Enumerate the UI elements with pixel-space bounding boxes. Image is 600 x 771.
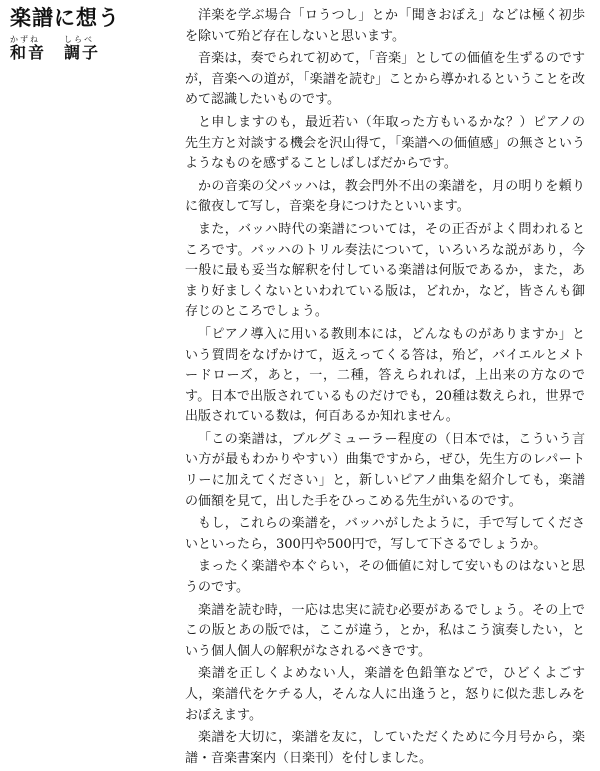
paragraph: また，バッハ時代の楽譜については，その正否がよく問われるところです。バッハのトリル奏法について，いろいろな説があり，今一般に最も妥当な解釈を付している楽譜は何版であるか，また，あまり好ましくないといわれている版は，どれか，など，皆さんも御存じのところでしょう。 bbox=[185, 221, 585, 320]
article-title: 楽譜に想う bbox=[10, 6, 120, 30]
author-family bbox=[10, 36, 46, 61]
paragraph: 楽譜を読む時，一応は忠実に読む必要があるでしょう。その上でこの版とあの版では，ここが違う，とか，私はこう演奏したい，という個人個人の解釈がなされるべきです。 bbox=[185, 602, 585, 659]
paragraph: かの音楽の父バッハは，教会門外不出の楽譜を，月の明りを頼りに徹夜して写し，音楽を身につけたといいます。 bbox=[185, 178, 585, 215]
author-given bbox=[64, 36, 100, 61]
article-body bbox=[185, 6, 585, 771]
paragraph: 楽譜を正しくよめない人，楽譜を色鉛筆などで，ひどくよごす人，楽譜代をケチる人，そんな人に出逢うと，怒りに似た悲しみをおぼえます。 bbox=[185, 666, 585, 723]
paragraph: と申しますのも，最近若い（年取った方もいるかな？）ピアノの先生方と対談する機会を沢山得て，「楽譜への価値感」の無さというようなものを感ずることしばしばだからです。 bbox=[185, 114, 585, 172]
paragraph: 「この楽譜は，ブルグミューラー程度の（日本では，こういう言い方が最もわかりやすい）曲集ですから，ぜひ，先生方のレパートリーに加えてください」と，新しいピアノ曲集を紹介しても，楽譜の価額を見て，出した手をひっこめる先生がいるのです。 bbox=[185, 431, 585, 509]
author-given-name: 調子 bbox=[64, 43, 101, 62]
author-family-ruby: かずね bbox=[10, 35, 40, 44]
paragraph: 音楽は，奏でられて初めて，「音楽」としての価値を生ずるのですが，音楽への道が，「楽譜を読む」ことから導かれるということを改めて認識したいものです。 bbox=[185, 51, 585, 108]
author-family-name: 和音 bbox=[10, 43, 47, 62]
paragraph: 洋楽を学ぶ場合「ロうつし」とか「聞きおぼえ」などは極く初歩を除いて殆ど存在しないと思います。 bbox=[185, 8, 585, 44]
author-byline bbox=[10, 36, 100, 61]
author-given-ruby: しらべ bbox=[64, 35, 95, 44]
paragraph: 楽譜を大切に，楽譜を友に，していただくために今月号から，楽譜・音楽書案内（日楽刊）を付しました。 bbox=[185, 730, 585, 766]
paragraph: 「ピアノ導入に用いる教則本には，どんなものがありますか」という質問をなげかけて，返えってくる答は，殆ど，バイエルとメトードローズ，あと，一，二種，答えられれば，上出来の方なのです。日本で出版されているものだけでも，20種は数えられ，世界で出版されている数は，何百あるか知れません。 bbox=[185, 326, 585, 425]
paragraph: もし，これらの楽譜を，バッハがしたように，手で写してくださいといったら，300円や500円で，写して下さるでしょうか。 bbox=[185, 516, 585, 552]
paragraph: まったく楽譜や本ぐらい，その価値に対して安いものはないと思うのです。 bbox=[185, 559, 585, 596]
